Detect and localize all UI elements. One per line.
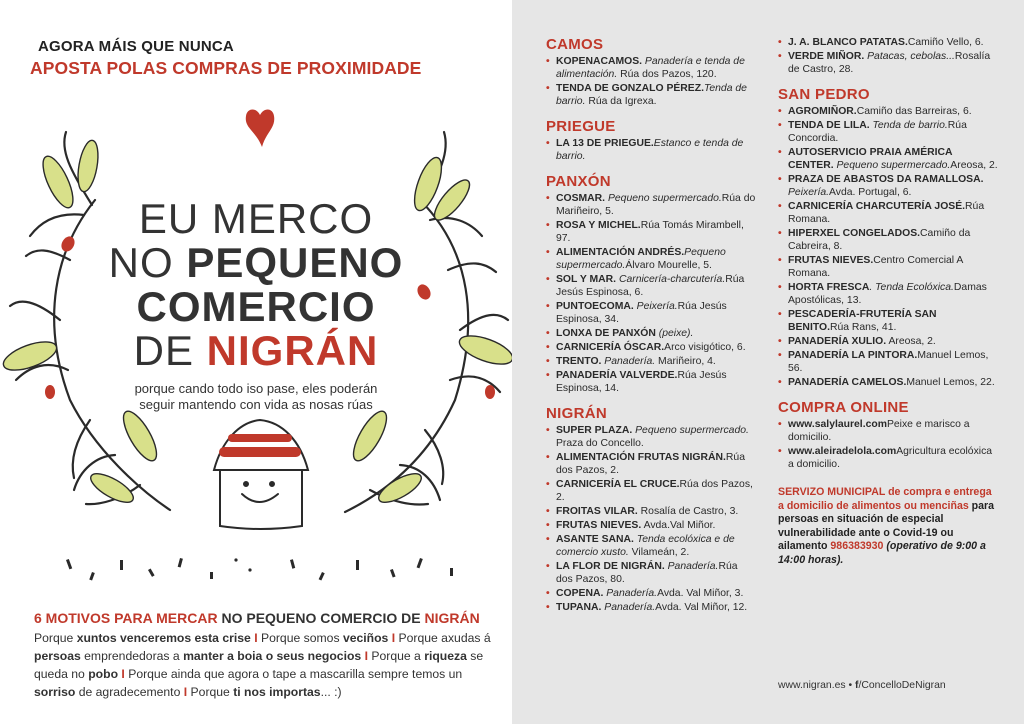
item-description: (peixe).	[655, 328, 694, 339]
item-address: Rúa Jesús Espinosa, 6.	[556, 274, 745, 298]
item-address: Rúa Jesús Espinosa, 14.	[556, 370, 727, 394]
item-name: PESCADERÍA-FRUTERÍA SAN BENITO.	[788, 309, 937, 333]
bullet: •	[546, 138, 550, 149]
item-name: FROITAS VILAR.	[556, 506, 638, 517]
directory-column-2	[778, 36, 998, 567]
item-name: FRUTAS NIEVES.	[788, 255, 874, 266]
directory-column-1	[546, 36, 756, 615]
bullet: •	[546, 83, 550, 94]
bullet: •	[546, 301, 550, 312]
directory-item	[778, 146, 998, 172]
item-name: www.salylaurel.com	[788, 419, 887, 430]
item-address: Camiño da Cabreira, 8.	[788, 228, 971, 252]
tagline-main: APOSTA POLAS COMPRAS DE PROXIMIDADE	[30, 58, 422, 78]
directory-item	[546, 246, 756, 272]
item-address: Camiño Vello, 6.	[907, 37, 984, 48]
subtitle-line-1: porque cando todo iso pase, eles poderán	[134, 381, 378, 396]
bullet: •	[546, 506, 550, 517]
item-address: Areosa, 2.	[886, 336, 936, 347]
item-name: TENDA DE GONZALO PÉREZ.	[556, 83, 704, 94]
item-name: SUPER PLAZA.	[556, 425, 633, 436]
item-name: AGROMIÑOR.	[788, 106, 857, 117]
item-address: Mariñeiro, 4.	[655, 356, 716, 367]
directory-item	[546, 219, 756, 245]
directory-item	[778, 50, 998, 76]
item-address: Rúa dos Pazos, 80.	[556, 561, 738, 585]
heart-icon	[246, 109, 274, 147]
item-name: COSMAR.	[556, 193, 606, 204]
item-address: Álvaro Mourelle, 5.	[625, 260, 712, 271]
item-address: Rúa dos Pazos, 120.	[617, 69, 717, 80]
bullet: •	[778, 147, 782, 158]
directory-item	[778, 335, 998, 348]
item-description: Panadería.	[664, 561, 719, 572]
item-name: CARNICERÍA ÓSCAR.	[556, 342, 665, 353]
bullet: •	[546, 193, 550, 204]
item-name: KOPENACAMOS.	[556, 56, 643, 67]
directory-item	[546, 601, 756, 614]
headline-line-3: COMERCIO	[136, 283, 376, 330]
item-name: PANADERÍA XULIO.	[788, 336, 887, 347]
item-address: Vilameán, 2.	[628, 547, 690, 558]
bullet: •	[546, 520, 550, 531]
item-description: Peixería.	[633, 301, 678, 312]
bullet: •	[778, 419, 782, 430]
directory-item	[546, 355, 756, 368]
item-name: LA 13 DE PRIEGUE.	[556, 138, 654, 149]
directory-item	[546, 369, 756, 395]
directory-item	[778, 349, 998, 375]
bullet: •	[546, 479, 550, 490]
item-address: Avda.Val Miñor.	[641, 520, 716, 531]
bullet: •	[778, 228, 782, 239]
item-description: Carnicería-charcutería.	[616, 274, 726, 285]
section-title-priegue: PRIEGUE	[546, 118, 616, 135]
item-address: Rúa da Igrexa.	[585, 96, 657, 107]
item-name: www.aleiradelola.com	[788, 446, 897, 457]
item-description: Tenda de barrio.	[869, 120, 948, 131]
san-pedro-list	[778, 105, 998, 389]
item-address: Rúa Concordia.	[788, 120, 967, 144]
item-description: . Tenda Ecolóxica.	[869, 282, 954, 293]
bullet: •	[778, 201, 782, 212]
item-address: Rúa Jesús Espinosa, 34.	[556, 301, 727, 325]
section-title-camos: CAMOS	[546, 36, 604, 53]
facebook-icon: f	[855, 680, 859, 691]
item-name: FRUTAS NIEVES.	[556, 520, 642, 531]
bullet: •	[546, 425, 550, 436]
item-address: Rúa Romana.	[788, 201, 985, 225]
camos-list	[546, 55, 756, 108]
item-address: Arco visigótico, 6.	[664, 342, 746, 353]
directory-item	[778, 445, 998, 471]
motivos-title: 6 MOTIVOS PARA MERCAR NO PEQUENO COMERCIO DE NIGRÁN	[34, 610, 480, 626]
bullet: •	[778, 174, 782, 185]
bullet: •	[778, 51, 782, 62]
section-title-san-pedro: SAN PEDRO	[778, 86, 870, 103]
item-name: TUPANA.	[556, 602, 602, 613]
bullet: •	[546, 356, 550, 367]
item-name: AUTOSERVICIO PRAIA AMÉRICA CENTER.	[788, 147, 953, 171]
item-address: Rúa dos Pazos, 2.	[556, 479, 753, 503]
bullet: •	[546, 220, 550, 231]
bullet: •	[546, 56, 550, 67]
item-description: Panadería.	[601, 602, 656, 613]
bullet: •	[546, 328, 550, 339]
section-title-nigran: NIGRÁN	[546, 405, 607, 422]
item-address: Areosa, 2.	[950, 160, 998, 171]
item-address: Peixe e marisco a domicilio.	[788, 419, 970, 443]
bullet: •	[778, 309, 782, 320]
directory-item	[778, 105, 998, 118]
directory-item	[546, 192, 756, 218]
item-name: LONXA DE PANXÓN	[556, 328, 656, 339]
directory-item	[778, 376, 998, 389]
bullet: •	[778, 350, 782, 361]
directory-item	[778, 281, 998, 307]
section-title-panxon: PANXÓN	[546, 173, 611, 190]
item-name: ALIMENTACIÓN ANDRÉS.	[556, 247, 685, 258]
bullet: •	[546, 370, 550, 381]
directory-item	[546, 478, 756, 504]
item-name: PUNTOECOMA.	[556, 301, 634, 312]
facebook-link[interactable]: /ConcelloDeNigran	[858, 680, 946, 691]
directory-item	[546, 300, 756, 326]
bullet: •	[778, 336, 782, 347]
bullet: •	[546, 247, 550, 258]
online-list	[778, 418, 998, 471]
bullet: •	[778, 37, 782, 48]
directory-item	[546, 137, 756, 163]
item-name: HIPERXEL CONGELADOS.	[788, 228, 921, 239]
item-address: Rúa dos Pazos, 2.	[556, 452, 745, 476]
item-address: Avda. Val Miñor, 3.	[657, 588, 744, 599]
motivos-text: Porque xuntos venceremos esta crise I Porque somos veciños I Porque axudas á persoas emprendedoras a manter a boia o seus negocios I Porque a riqueza se queda no pobo I Porque ainda que agora o tape a mascarilla sempre temos un sorriso de agradecemento I Porque ti nos importas... :)	[34, 631, 491, 699]
directory-item	[546, 533, 756, 559]
item-description: Pequeno supermercado.	[833, 160, 951, 171]
item-address: Centro Comercial A Romana.	[788, 255, 963, 279]
item-name: SOL Y MAR.	[556, 274, 617, 285]
directory-item	[778, 227, 998, 253]
item-name: TENDA DE LILA.	[788, 120, 870, 131]
directory-item	[546, 560, 756, 586]
bullet: •	[778, 377, 782, 388]
item-name: PANADERÍA CAMELOS.	[788, 377, 907, 388]
item-address: Rosalía de Castro, 28.	[788, 51, 991, 75]
nigran-list-continued	[778, 36, 998, 76]
directory-item	[546, 424, 756, 450]
item-address: Avda. Portugal, 6.	[829, 187, 912, 198]
bullet: •	[546, 588, 550, 599]
item-address: Camiño das Barreiras, 6.	[856, 106, 972, 117]
directory-item	[546, 273, 756, 299]
bullet: •	[546, 534, 550, 545]
bullet: •	[778, 255, 782, 266]
section-title-compra-online: COMPRA ONLINE	[778, 399, 909, 416]
item-description: Patacas, cebolas...	[864, 51, 955, 62]
item-name: COPENA.	[556, 588, 604, 599]
house-illustration	[214, 420, 308, 529]
directory-item	[546, 82, 756, 108]
bullet: •	[778, 106, 782, 117]
item-description: Pequeno supermercado.	[605, 193, 722, 204]
directory-item	[778, 200, 998, 226]
item-address: Avda. Val Miñor, 12.	[655, 602, 748, 613]
bullet: •	[546, 274, 550, 285]
website-link[interactable]: www.nigran.es	[778, 680, 846, 691]
item-name: ROSA Y MICHEL.	[556, 220, 641, 231]
servizo-municipal-notice: SERVIZO MUNICIPAL de compra e entrega a domicilio de alimentos ou menciñas para persoas en situación de especial vulnerabilidade ante o Covid-19 ou ailamento 986383930 (operativo de 9:00 a 14:00 horas).	[778, 486, 995, 566]
bullet: •	[546, 602, 550, 613]
item-description: Peixería.	[788, 187, 830, 198]
directory-item	[778, 308, 998, 334]
item-address: Rúa Rans, 41.	[829, 322, 897, 333]
directory-item	[546, 55, 756, 81]
item-address: Rosalía de Castro, 3.	[637, 506, 739, 517]
item-name: LA FLOR DE NIGRÁN.	[556, 561, 665, 572]
item-name: HORTA FRESCA	[788, 282, 870, 293]
tagline-top: AGORA MÁIS QUE NUNCA	[38, 38, 234, 55]
directory-item	[778, 36, 998, 49]
item-address: Manuel Lemos, 56.	[788, 350, 989, 374]
headline-line-2: NO PEQUENO	[108, 239, 404, 286]
footer: www.nigran.es • f/ConcelloDeNigran	[778, 680, 946, 691]
item-description: Panadería e tenda de alimentación.	[556, 56, 745, 80]
item-address: Damas Apostólicas, 13.	[788, 282, 987, 306]
priegue-list	[546, 137, 756, 163]
item-description: Estanco e tenda de barrio.	[556, 138, 744, 162]
item-name: ALIMENTACIÓN FRUTAS NIGRÁN.	[556, 452, 726, 463]
headline-line-4: DE NIGRÁN	[133, 327, 379, 374]
item-name: VERDE MIÑOR.	[788, 51, 865, 62]
item-name: TRENTO.	[556, 356, 602, 367]
nigran-list	[546, 424, 756, 614]
item-name: PANADERÍA LA PINTORA.	[788, 350, 918, 361]
bullet: •	[778, 120, 782, 131]
directory-item	[546, 587, 756, 600]
bullet: •	[778, 282, 782, 293]
directory-item	[778, 254, 998, 280]
item-description: Panadería.	[603, 588, 658, 599]
item-name: ASANTE SANA.	[556, 534, 634, 545]
item-description: Pequeno supermercado.	[556, 247, 726, 271]
bullet: •	[546, 342, 550, 353]
item-description: Pequeno supermercado.	[632, 425, 749, 436]
directory-item	[778, 173, 998, 199]
item-address: Manuel Lemos, 22.	[906, 377, 995, 388]
directory-item	[546, 341, 756, 354]
directory-item	[546, 505, 756, 518]
item-address: Rúa do Mariñeiro, 5.	[556, 193, 756, 217]
item-description: Panadería.	[601, 356, 656, 367]
item-description: Tenda de barrio.	[556, 83, 747, 107]
panxon-list	[546, 192, 756, 395]
directory-item	[546, 451, 756, 477]
item-address: Rúa Tomás Mirambell, 97.	[556, 220, 744, 244]
item-name: J. A. BLANCO PATATAS.	[788, 37, 908, 48]
item-description: Tenda ecolóxica e de comercio xusto.	[556, 534, 735, 558]
directory-item	[546, 519, 756, 532]
headline-line-1: EU MERCO	[138, 195, 374, 242]
item-name: PANADERÍA VALVERDE.	[556, 370, 678, 381]
bullet: •	[778, 446, 782, 457]
directory-item	[778, 119, 998, 145]
item-name: CARNICERÍA CHARCUTERÍA JOSÉ.	[788, 201, 966, 212]
directory-item	[778, 418, 998, 444]
directory-item	[546, 327, 756, 340]
item-address: Agricultura ecolóxica a domicilio.	[788, 446, 993, 470]
subtitle-line-2: seguir mantendo con vida as nosas rúas	[139, 397, 373, 412]
item-address: Praza do Concello.	[556, 438, 644, 449]
ground-dots	[66, 558, 453, 581]
item-name: PRAZA DE ABASTOS DA RAMALLOSA.	[788, 174, 984, 185]
bullet: •	[546, 452, 550, 463]
bullet: •	[546, 561, 550, 572]
item-name: CARNICERÍA EL CRUCE.	[556, 479, 680, 490]
